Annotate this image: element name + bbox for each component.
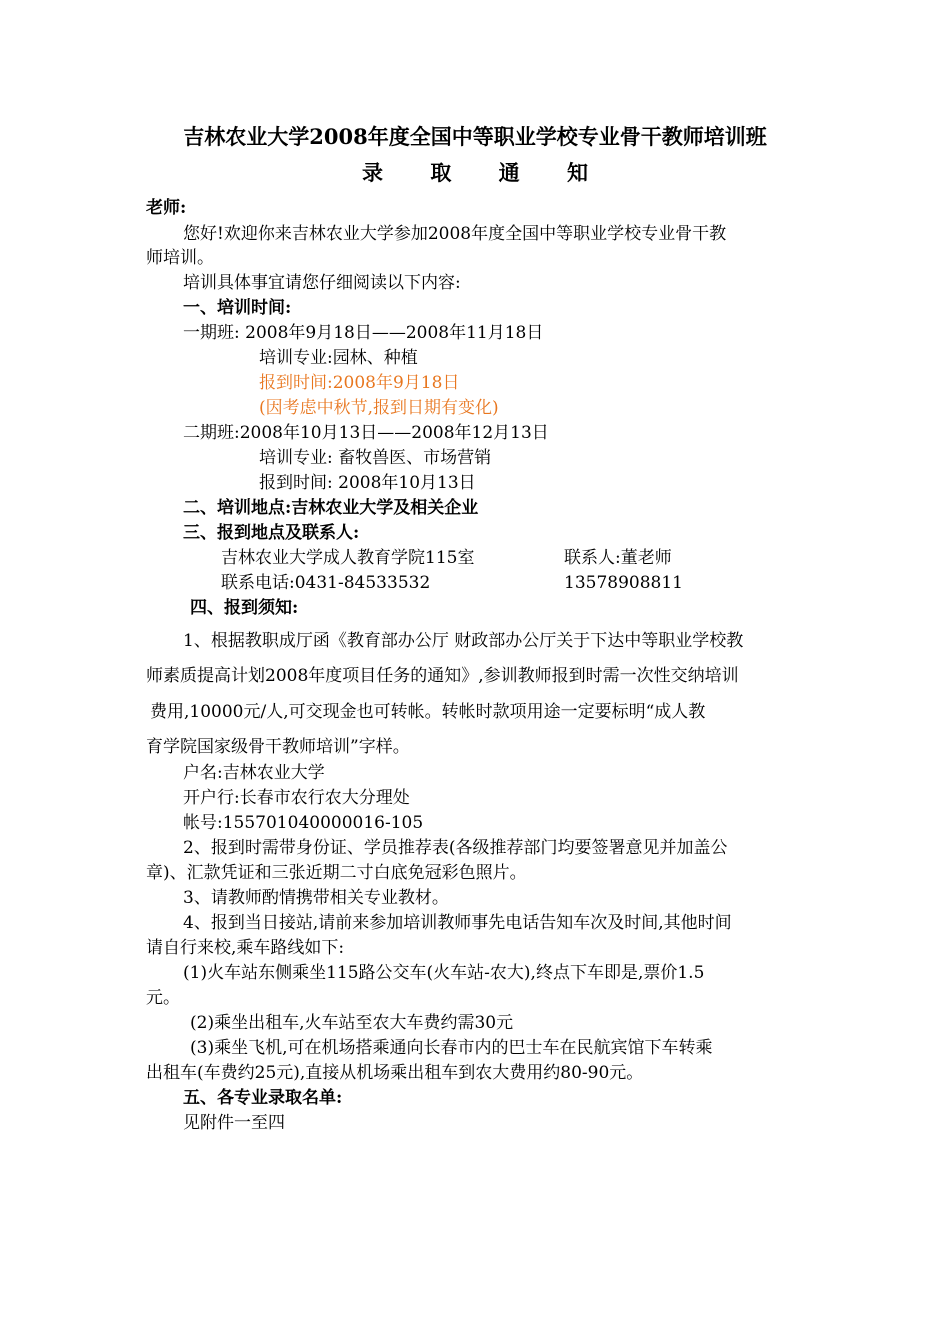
item-3: 3、请教师酌情携带相关专业教材。 — [183, 888, 449, 908]
section-4-heading: 四、报到须知: — [190, 598, 299, 618]
phase-2-period: 二期班:2008年10月13日——2008年12月13日 — [183, 423, 549, 443]
item-1-line-4: 育学院国家级骨干教师培训”字样。 — [146, 737, 410, 757]
section-3-heading: 三、报到地点及联系人: — [183, 523, 360, 543]
phase-1-report-time: 报到时间:2008年9月18日 — [259, 373, 460, 393]
section-1-heading: 一、培训时间: — [183, 298, 292, 318]
bank-name: 开户行:长春市农行农大分理处 — [183, 788, 410, 808]
route-1-line-2: 元。 — [146, 988, 180, 1008]
phase-2-major: 培训专业: 畜牧兽医、市场营销 — [259, 448, 492, 468]
intro-line-3: 培训具体事宜请您仔细阅读以下内容: — [183, 273, 461, 293]
phase-2-report-time: 报到时间: 2008年10月13日 — [259, 473, 476, 493]
contact-person: 联系人:董老师 — [564, 548, 672, 568]
route-2: (2)乘坐出租车,火车站至农大车费约需30元 — [190, 1013, 514, 1033]
route-3-line-1: (3)乘坐飞机,可在机场搭乘通向长春市内的巴士车在民航宾馆下车转乘 — [190, 1038, 713, 1058]
greeting: 老师: — [146, 198, 187, 218]
item-1-line-2: 师素质提高计划2008年度项目任务的通知》,参训教师报到时需一次性交纳培训 — [146, 666, 739, 686]
contact-mobile: 13578908811 — [564, 573, 683, 593]
section-2-heading: 二、培训地点:吉林农业大学及相关企业 — [183, 498, 479, 518]
phase-1-note: (因考虑中秋节,报到日期有变化) — [259, 398, 499, 418]
section-5-heading: 五、各专业录取名单: — [183, 1088, 343, 1108]
phase-1-major: 培训专业:园林、种植 — [259, 348, 418, 368]
route-3-line-2: 出租车(车费约25元),直接从机场乘出租车到农大费用约80-90元。 — [146, 1063, 644, 1083]
intro-line-2: 师培训。 — [146, 248, 214, 268]
document-subtitle: 录 取 通 知 — [362, 160, 608, 185]
item-4-line-1: 4、报到当日接站,请前来参加培训教师事先电话告知车次及时间,其他时间 — [183, 913, 732, 933]
document-title: 吉林农业大学2008年度全国中等职业学校专业骨干教师培训班 — [183, 124, 767, 149]
report-address: 吉林农业大学成人教育学院115室 — [221, 548, 475, 568]
account-number: 帐号:155701040000016-105 — [183, 813, 424, 833]
contact-phone: 联系电话:0431-84533532 — [221, 573, 431, 593]
item-2-line-2: 章)、汇款凭证和三张近期二寸白底免冠彩色照片。 — [146, 863, 527, 883]
account-name: 户名:吉林农业大学 — [183, 763, 325, 783]
intro-line-1: 您好!欢迎你来吉林农业大学参加2008年度全国中等职业学校专业骨干教 — [183, 224, 727, 244]
item-1-line-1: 1、根据教职成厅函《教育部办公厅 财政部办公厅关于下达中等职业学校教 — [183, 631, 744, 651]
item-1-line-3: 费用,10000元/人,可交现金也可转帐。转帐时款项用途一定要标明“成人教 — [150, 702, 706, 722]
section-5-content: 见附件一至四 — [183, 1113, 285, 1133]
phase-1-period: 一期班: 2008年9月18日——2008年11月18日 — [183, 323, 544, 343]
item-4-line-2: 请自行来校,乘车路线如下: — [146, 938, 345, 958]
route-1-line-1: (1)火车站东侧乘坐115路公交车(火车站-农大),终点下车即是,票价1.5 — [183, 963, 705, 983]
item-2-line-1: 2、报到时需带身份证、学员推荐表(各级推荐部门均要签署意见并加盖公 — [183, 838, 728, 858]
